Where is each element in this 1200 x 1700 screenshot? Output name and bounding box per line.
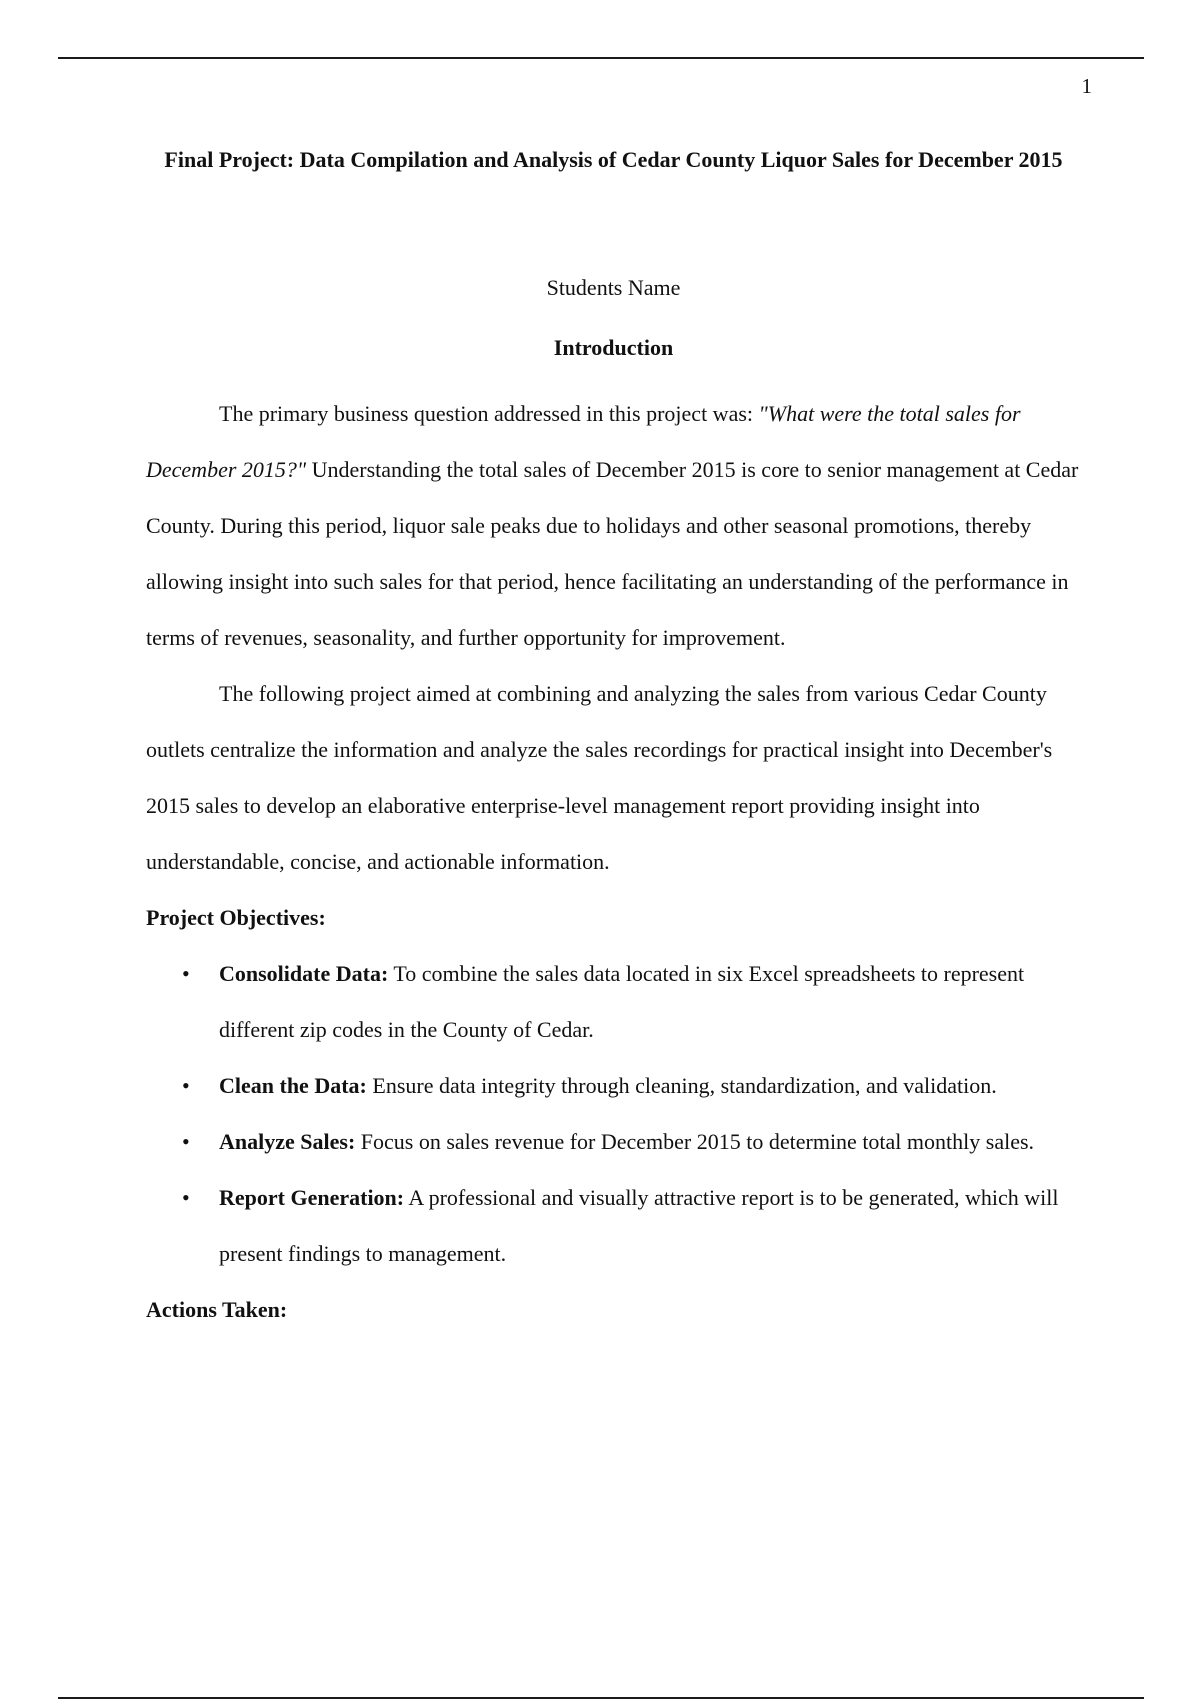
objective-term: Analyze Sales:: [219, 1129, 356, 1154]
list-item: [146, 1170, 1081, 1282]
document-title: Final Project: Data Compilation and Analysis of Cedar County Liquor Sales for December 2015: [164, 147, 1063, 172]
business-question: "What were the total sales for December 2015?": [146, 401, 1021, 482]
bullet-icon: •: [182, 961, 190, 986]
bullet-icon: •: [182, 1185, 190, 1210]
page-number: 1: [1081, 74, 1092, 98]
intro-paragraph-1-lead: The primary business question addressed in this project was:: [219, 401, 759, 426]
objective-text: To combine the sales data located in six Excel spreadsheets to represent different zip codes in the County of Cedar.: [219, 961, 1025, 1042]
list-item: [146, 946, 1081, 1058]
objective-text: A professional and visually attractive report is to be generated, which will present findings to management.: [219, 1185, 1059, 1266]
introduction-heading: Introduction: [553, 335, 674, 360]
list-item: [146, 1114, 1081, 1170]
intro-paragraph-1-rest: Understanding the total sales of December 2015 is core to senior management at Cedar County. During this period, liquor sale peaks due to holidays and other seasonal promotions, thereby allowing insight into such sales for that period, hence facilitating an understanding of the performance in terms of revenues, seasonality, and further opportunity for improvement.: [146, 457, 1079, 650]
bullet-icon: •: [182, 1073, 190, 1098]
objective-text: Focus on sales revenue for December 2015 to determine total monthly sales.: [355, 1129, 1035, 1154]
objective-text: Ensure data integrity through cleaning, standardization, and validation.: [366, 1073, 997, 1098]
list-item: [146, 1058, 1081, 1114]
intro-paragraph-2: The following project aimed at combining and analyzing the sales from various Cedar County outlets centralize the information and analyze the sales recordings for practical insight into December's 2015 sales to develop an elaborative enterprise-level management report providing insight into understandable, concise, and actionable information.: [146, 681, 1053, 874]
bullet-icon: •: [182, 1129, 190, 1154]
body-flow: [146, 386, 1081, 1338]
author-name: Students Name: [546, 275, 681, 300]
intro-paragraph-1: [146, 386, 1081, 666]
objectives-list: [146, 946, 1081, 1282]
objective-term: Consolidate Data:: [219, 961, 389, 986]
footer-rule: [58, 1697, 1144, 1699]
actions-heading: Actions Taken:: [146, 1297, 288, 1322]
objectives-heading: Project Objectives:: [146, 905, 326, 930]
objective-term: Report Generation:: [219, 1185, 405, 1210]
header-rule: [58, 57, 1144, 59]
objective-term: Clean the Data:: [219, 1073, 367, 1098]
